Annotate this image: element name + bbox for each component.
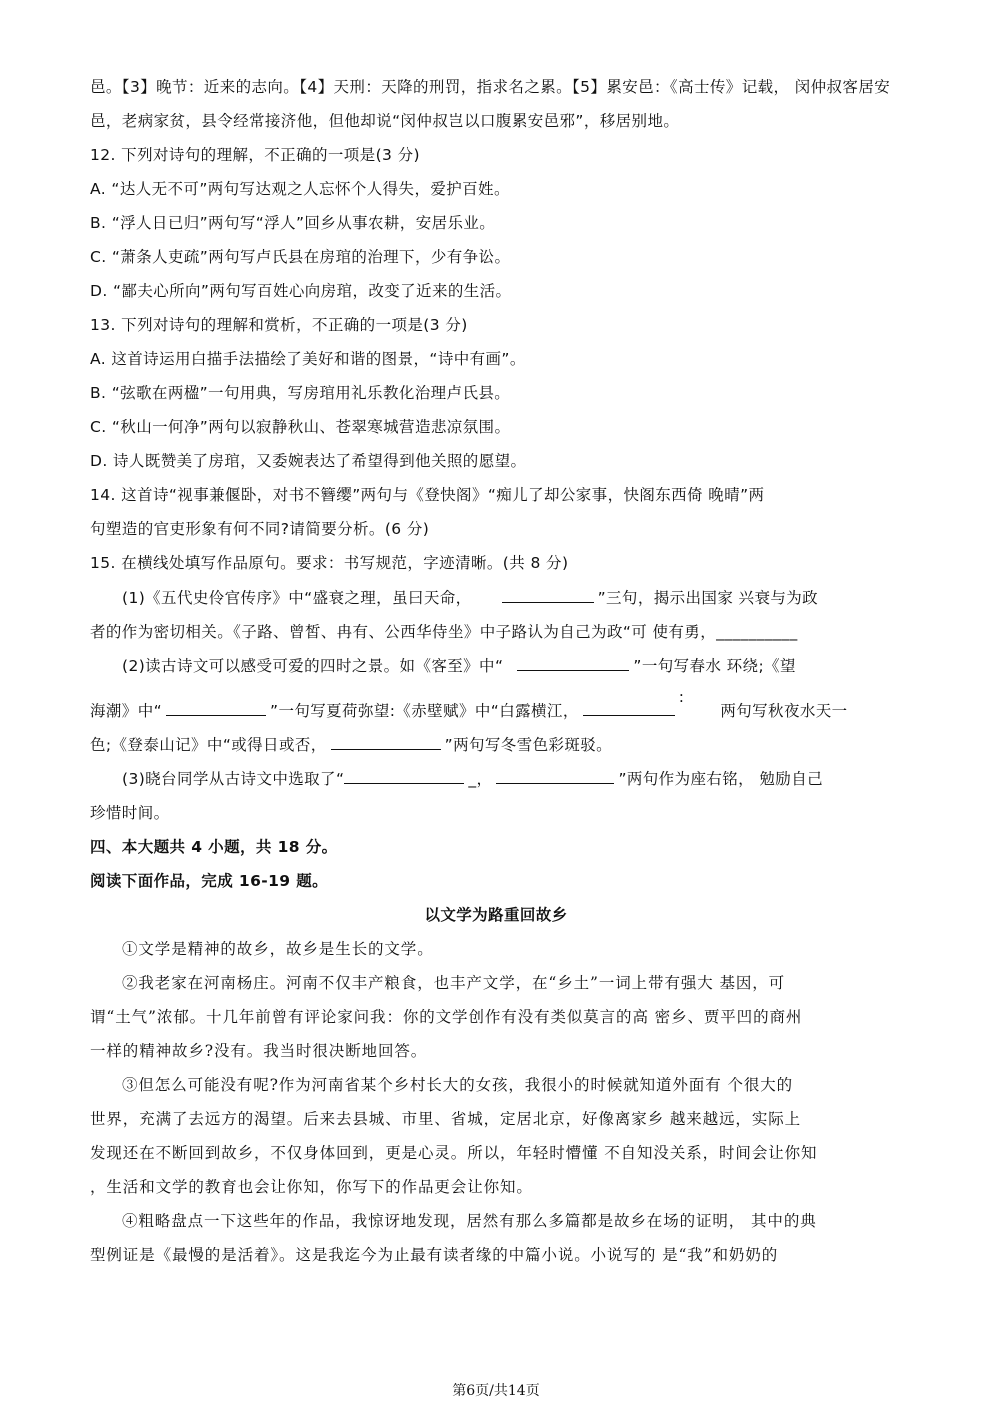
- article-paragraph-line: 谓“土气”浓郁。十几年前曾有评论家问我：你的文学创作有没有类似莫言的高 密乡、贾平凹的商州: [90, 1008, 803, 1026]
- page-footer: 第6页/共14页: [452, 1383, 540, 1399]
- question-13-option-a: A. 这首诗运用白描手法描绘了美好和谐的图景，“诗中有画”。: [90, 350, 526, 368]
- article-paragraph-line: 型例证是《最慢的是活着》。这是我迄今为止最有读者缘的中篇小说。小说写的 是“我”和奶奶的: [90, 1246, 779, 1264]
- q15-text: 海潮》中“: [90, 702, 163, 720]
- q15-text: ”一句写夏荷弥望:《赤壁赋》中“白露横江，: [270, 702, 579, 720]
- question-15-part-1-line-2: 者的作为密切相关。《子路、曾皙、冉有、公西华侍坐》中子路认为自己为政“可 使有勇，__________: [90, 623, 798, 641]
- q15-text: :: [678, 688, 685, 706]
- answer-blank[interactable]: [344, 769, 464, 784]
- question-12-option-a: A. “达人无不可”两句写达观之人忘怀个人得失，爱护百姓。: [90, 180, 510, 198]
- q15-text: (1)《五代史伶官传序》中“盛衰之理，虽曰天命，: [122, 589, 472, 607]
- question-13-option-b: B. “弦歌在两楹”一句用典，写房琯用礼乐教化治理卢氏县。: [90, 384, 511, 402]
- q15-text: (3)晓台同学从古诗文中选取了“: [122, 770, 345, 788]
- question-12-stem: 12. 下列对诗句的理解，不正确的一项是(3 分): [90, 146, 420, 164]
- question-12-option-d: D. “鄙夫心所向”两句写百姓心向房琯，改变了近来的生活。: [90, 282, 512, 300]
- question-15-part-1-line-1: [122, 587, 910, 609]
- question-14-line-1: 14. 这首诗“视事兼偃卧，对书不簪缨”两句与《登快阁》“痴儿了却公家事，快阁东西倚 晚晴”两: [90, 486, 765, 504]
- article-title: 以文学为路重回故乡: [424, 906, 568, 924]
- answer-blank[interactable]: [331, 735, 441, 750]
- question-13-stem: 13. 下列对诗句的理解和赏析，不正确的一项是(3 分): [90, 316, 468, 334]
- question-15-stem: 15. 在横线处填写作品原句。要求：书写规范，字迹清晰。(共 8 分): [90, 554, 569, 572]
- question-12-option-b: B. “浮人日已归”两句写“浮人”回乡从事农耕，安居乐业。: [90, 214, 496, 232]
- article-paragraph-line: ，生活和文学的教育也会让你知，你写下的作品更会让你知。: [90, 1178, 533, 1196]
- article-paragraph-line: 世界，充满了去远方的渴望。后来去县城、市里、省城，定居北京，好像离家乡 越来越远，实际上: [90, 1110, 802, 1128]
- section-4-instruction: 阅读下面作品，完成 16-19 题。: [90, 872, 329, 890]
- question-15-part-3-line-1: [122, 768, 910, 790]
- answer-blank[interactable]: [583, 701, 675, 716]
- section-4-heading: 四、本大题共 4 小题，共 18 分。: [90, 838, 338, 856]
- q15-text: ”两句作为座右铭， 勉励自己: [618, 770, 824, 788]
- q15-text: (2)读古诗文可以感受可爱的四时之景。如《客至》中“: [122, 657, 504, 675]
- question-12-option-c: C. “萧条人吏疏”两句写卢氏县在房琯的治理下，少有争讼。: [90, 248, 511, 266]
- q15-text: ”两句写冬雪色彩斑驳。: [444, 736, 613, 754]
- question-15-part-3-line-2: 珍惜时间。: [90, 804, 170, 822]
- question-13-option-c: C. “秋山一何净”两句以寂静秋山、苍翠寒城营造悲凉氛围。: [90, 418, 511, 436]
- question-15-part-2-line-2: [90, 688, 910, 722]
- article-paragraph-line: ②我老家在河南杨庄。河南不仅丰产粮食，也丰产文学，在“乡土”一词上带有强大 基因，可: [122, 974, 786, 992]
- answer-blank[interactable]: [166, 701, 266, 716]
- answer-blank[interactable]: [517, 656, 629, 671]
- question-13-option-d: D. 诗人既赞美了房琯，又委婉表达了希望得到他关照的愿望。: [90, 452, 527, 470]
- notes-line-2: 邑，老病家贫，县令经常接济他，但他却说“闵仲叔岂以口腹累安邑邪”，移居别地。: [90, 112, 680, 130]
- question-15-part-2-line-1: [122, 655, 910, 677]
- article-paragraph-line: ①文学是精神的故乡，故乡是生长的文学。: [122, 940, 434, 958]
- question-15-part-2-line-3: [90, 734, 910, 756]
- answer-blank[interactable]: [502, 588, 594, 603]
- notes-line-1: 邑。【3】晚节：近来的志向。【4】天刑：天降的刑罚，指求名之累。【5】累安邑：《高士传》记载， 闵仲叔客居安: [90, 78, 891, 96]
- answer-blank[interactable]: [496, 769, 614, 784]
- article-paragraph-line: ④粗略盘点一下这些年的作品，我惊讶地发现，居然有那么多篇都是故乡在场的证明， 其中的典: [122, 1212, 817, 1230]
- article-paragraph-line: 发现还在不断回到故乡，不仅身体回到，更是心灵。所以，年轻时懵懂 不自知没关系，时间会让你知: [90, 1144, 818, 1162]
- question-14-line-2: 句塑造的官吏形象有何不同?请简要分析。(6 分): [90, 520, 430, 538]
- q15-text: 两句写秋夜水天一: [720, 702, 848, 720]
- q15-text: _，: [468, 770, 493, 788]
- q15-text: ”一句写春水 环绕;《望: [633, 657, 796, 675]
- article-paragraph-line: ③但怎么可能没有呢?作为河南省某个乡村长大的女孩，我很小的时候就知道外面有 个很大的: [122, 1076, 794, 1094]
- q15-text: 色;《登泰山记》中“或得日或否，: [90, 736, 327, 754]
- article-paragraph-line: 一样的精神故乡?没有。我当时很决断地回答。: [90, 1042, 428, 1060]
- q15-text: ”三句，揭示出国家 兴衰与为政: [597, 589, 819, 607]
